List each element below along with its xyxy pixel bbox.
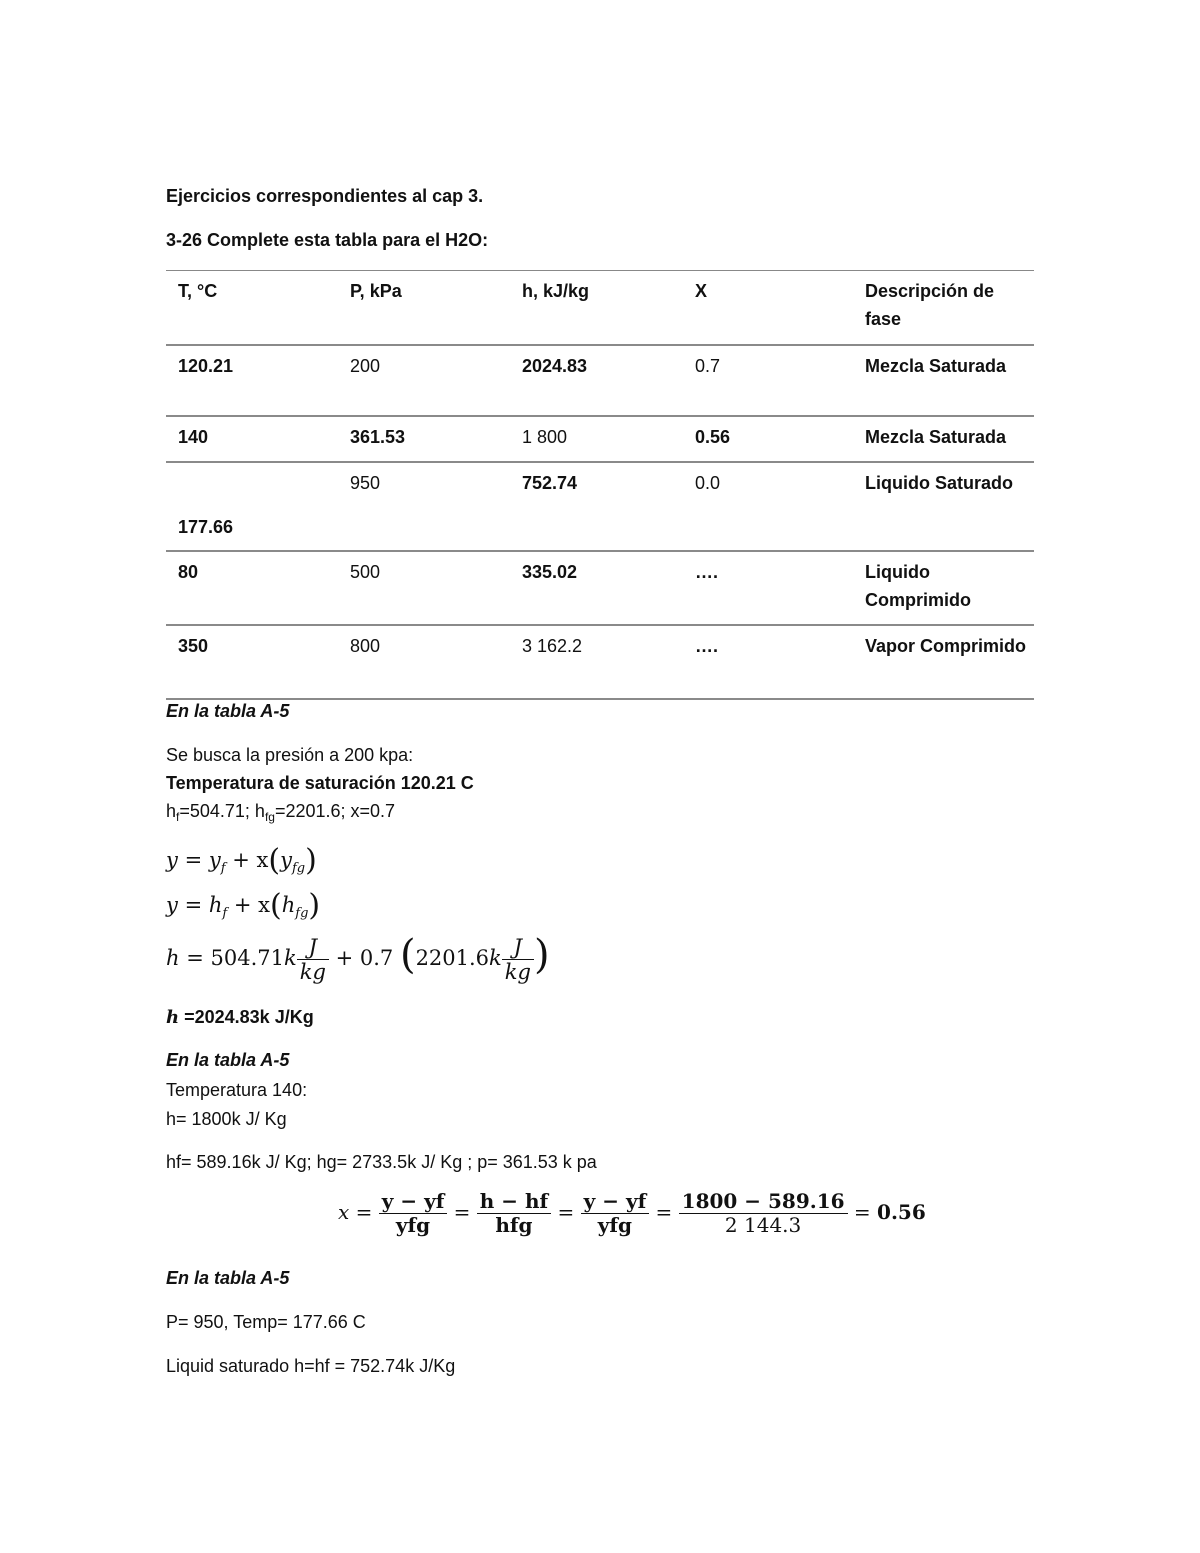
eq-var: h [208, 893, 223, 917]
eq-sign: = [655, 1200, 673, 1224]
table-cell: 2024.83 [522, 356, 588, 376]
table-cell: 350 [178, 636, 209, 656]
equation-general [166, 843, 317, 878]
section-text: hf= 589.16k J/ Kg; hg= 2733.5k J/ Kg ; p= 361.53 k pa [166, 1152, 597, 1172]
eq-var: k [489, 946, 502, 970]
hf-subscript: f [176, 810, 180, 824]
eq-var: h [166, 946, 180, 970]
fraction [581, 1190, 650, 1237]
fraction-numerator: J [502, 935, 534, 960]
enthalpy-values [166, 801, 395, 822]
eq-var: h [281, 893, 296, 917]
eq-sign: = [186, 946, 204, 970]
table-cell: 120.21 [178, 356, 234, 376]
equation-substituted [166, 932, 550, 984]
eq-sign: = [355, 1200, 373, 1224]
fraction-denominator: 2 144.3 [724, 1213, 802, 1237]
eq-term: + 0.7 [335, 946, 394, 970]
fraction [477, 1190, 551, 1237]
eq-var: y [208, 848, 221, 872]
section-heading: En la tabla A-5 [166, 1050, 290, 1070]
section-text: h= 1800k J/ Kg [166, 1109, 287, 1129]
hfg-subscript: fg [264, 810, 275, 824]
section-text: Se busca la presión a 200 kpa: [166, 745, 414, 765]
table-cell: 0.56 [695, 427, 731, 447]
table-cell: 200 [350, 356, 381, 376]
table-cell: 0.0 [695, 473, 721, 493]
table-cell: 140 [178, 427, 209, 447]
paren-close: ) [305, 843, 317, 878]
section-heading: En la tabla A-5 [166, 701, 290, 721]
table-header: Descripción de fase [865, 281, 995, 329]
result-value: =2024.83k J/Kg [184, 1007, 314, 1027]
eq-var: y [280, 848, 292, 872]
table-header: h, kJ/kg [522, 281, 590, 301]
eq-sub: fg [295, 906, 309, 921]
table-row [166, 552, 1034, 626]
table-cell: 800 [350, 636, 381, 656]
table-cell: 361.53 [350, 427, 406, 447]
document-page [166, 0, 1036, 1553]
paren-open: ( [399, 932, 416, 978]
paren-close: ) [308, 888, 321, 923]
eq-var: y [166, 848, 178, 872]
table-header: T, °C [178, 281, 218, 301]
table-cell: 752.74 [522, 473, 578, 493]
table-header: X [695, 281, 708, 301]
hfg-value: =2201.6; x=0.7 [274, 801, 396, 821]
paren-open: ( [268, 843, 281, 878]
section-text: Liquid saturado h=hf = 752.74k J/Kg [166, 1356, 456, 1376]
section-text: Temperatura de saturación 120.21 C [166, 773, 474, 793]
equation-enthalpy [166, 888, 321, 923]
table-cell: 950 [350, 473, 381, 493]
fraction-numerator: h − hf [477, 1190, 551, 1214]
table-row [166, 626, 1034, 700]
table-cell: Liquido Saturado [865, 473, 1013, 493]
table-cell: 0.7 [695, 356, 721, 376]
eq-sign: = [453, 1200, 471, 1224]
equation-quality [338, 1190, 926, 1237]
fraction [297, 935, 329, 984]
table-cell: 1 800 [522, 427, 568, 447]
fraction-numerator: y − yf [379, 1190, 448, 1214]
table-cell: Mezcla Saturada [865, 427, 1007, 447]
fraction-denominator: kg [504, 960, 531, 984]
eq-sub: f [220, 861, 226, 876]
table-cell: 177.66 [178, 517, 234, 537]
section-text: Temperatura 140: [166, 1080, 308, 1100]
table-cell: Liquido Comprimido [865, 562, 971, 610]
fraction-denominator: yfg [395, 1213, 431, 1237]
eq-var: y [166, 893, 178, 917]
section-text: P= 950, Temp= 177.66 C [166, 1312, 366, 1332]
problem-statement: 3-26 Complete esta tabla para el H2O: [166, 230, 489, 250]
table-cell: 335.02 [522, 562, 578, 582]
fraction [502, 935, 534, 984]
doc-title: Ejercicios correspondientes al cap 3. [166, 186, 484, 206]
result-var: h [166, 1007, 180, 1028]
hf-value: =504.71; h [179, 801, 265, 821]
fraction-numerator: 1800 − 589.16 [679, 1190, 848, 1214]
table-cell: 3 162.2 [522, 636, 583, 656]
eq-sub: f [222, 906, 228, 921]
paren-open: ( [270, 888, 282, 923]
eq-sub: fg [291, 861, 306, 876]
table-cell: …. [695, 636, 719, 656]
fraction-numerator: y − yf [581, 1190, 650, 1214]
table-cell: 500 [350, 562, 381, 582]
eq-number: 2201.6 [415, 946, 490, 970]
eq-sign: = [184, 893, 203, 917]
section-heading: En la tabla A-5 [166, 1268, 290, 1288]
eq-term: + x [232, 848, 269, 872]
fraction-denominator: hfg [495, 1213, 533, 1237]
eq-number: 504.71 [210, 946, 284, 970]
hf-label: h [166, 801, 177, 821]
table-cell: Mezcla Saturada [865, 356, 1007, 376]
eq-sign: = [853, 1200, 871, 1224]
eq-sign: = [184, 848, 203, 872]
fraction-denominator: yfg [597, 1213, 633, 1237]
eq-term: + x [233, 893, 271, 917]
fraction-numerator: J [297, 935, 329, 960]
table-row [166, 417, 1034, 463]
fraction [379, 1190, 448, 1237]
properties-table [166, 270, 1034, 700]
eq-var: k [284, 946, 297, 970]
table-row [166, 463, 1034, 552]
table-header-row [166, 271, 1034, 346]
eq-var: x [338, 1200, 350, 1224]
result-line [166, 1007, 314, 1028]
eq-result: 0.56 [877, 1200, 926, 1224]
table-cell: Vapor Comprimido [865, 636, 1027, 656]
table-cell: 80 [178, 562, 199, 582]
fraction-denominator: kg [299, 960, 326, 984]
table-header: P, kPa [350, 281, 402, 301]
paren-close: ) [533, 932, 550, 978]
eq-sign: = [557, 1200, 575, 1224]
table-cell: …. [695, 562, 719, 582]
fraction [679, 1190, 848, 1237]
table-row [166, 346, 1034, 417]
